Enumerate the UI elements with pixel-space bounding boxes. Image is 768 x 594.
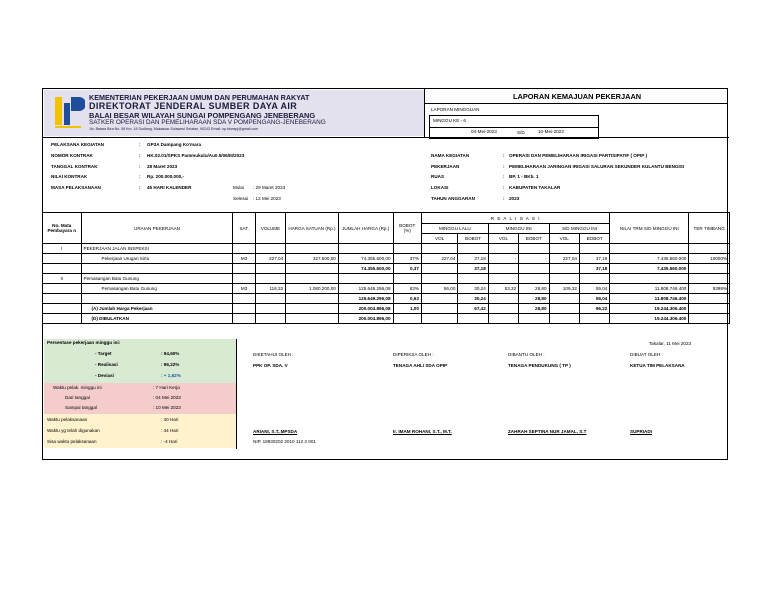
row-ini-bobot: 28,80 [519,284,549,294]
contract-label: TANGGAL KONTRAK [51,164,98,169]
table-row [43,284,730,294]
row-uraian: Pemasangan Batu Gunung [81,284,233,294]
contract-value: 45 HARI KALENDER [147,185,192,190]
row-lalu-vol [421,294,457,304]
colon: : [139,142,141,147]
progress-table [42,212,730,324]
row-lalu-vol [421,304,457,314]
row-sat: M3 [233,284,255,294]
address: Jln. Batara Bira No. 08 Km. 18 Sudiang, Makassar-Sulawesi Selatan, 90243 Email: op.bbwspj@gmail.com [89,127,259,131]
date-to: 10-Mei-2023 [538,129,564,134]
row-sd-bobot: 59,04 [579,284,609,294]
target-label: - Target [95,351,112,356]
row-bobot [393,244,421,254]
row-lalu-vol: 56,00 [421,284,457,294]
row-ini-bobot: 28,80 [519,294,549,304]
row-lalu-bobot [458,244,488,254]
row-sd-vol [549,314,579,324]
row-sd-bobot: 59,04 [579,294,609,304]
row-nilai: 19.244.306.400 [610,314,689,324]
row-ini-vol [488,314,518,324]
col-header-realisasi: R E A L I S A S I [421,213,609,224]
project-label: RUAS [431,174,445,179]
row-volume [255,304,285,314]
col-header-ter: TER TIMBANG [689,213,730,244]
row-ini-bobot: 28,80 [519,304,549,314]
row-volume [255,264,285,274]
row-sat [233,244,255,254]
row-uraian [81,294,233,304]
row-volume: 116,32 [255,284,285,294]
sisa-label: Sisa waktu pelaksanaan [47,439,97,444]
table-row [43,244,730,254]
row-ter: 10000% [689,254,730,264]
colon: : [139,174,141,179]
project-label: TAHUN ANGGARAN [431,196,475,201]
row-nilai: 11.808.746.400 [610,294,689,304]
col-header-volume: VOLUME [255,213,285,244]
row-ter [689,304,730,314]
row-harga [286,264,339,274]
col-header-bobot: BOBOT [458,234,488,244]
row-sd-vol [549,304,579,314]
row-nilai [610,244,689,254]
row-harga [286,244,339,254]
row-bobot: 0,63 [393,294,421,304]
sign-title: KETUA TIM PELAKSANA [630,363,685,368]
col-header-vol: VOL [488,234,518,244]
row-sd-vol [549,294,579,304]
col-header-uraian: URAIAN PEKERJAAN [81,213,233,244]
selesai-value: : 12 Mei 2023 [253,196,281,201]
mulai-label: Mulai [233,185,244,190]
row-sd-bobot [579,274,609,284]
colon: : [503,196,505,201]
week-label: MINGGU KE - 6 [433,118,466,123]
row-harga [286,304,339,314]
row-uraian: Pemasangan Batu Gunung [81,274,233,284]
project-value: 2023 [509,196,520,201]
row-no: I [43,244,82,254]
row-ini-vol [488,304,518,314]
row-sat: M3 [233,254,255,264]
pupr-logo-icon [53,93,85,131]
row-nilai: 7.435.560.000 [610,254,689,264]
row-bobot: 1,00 [393,304,421,314]
report-sheet [42,88,728,460]
sign-title: PPK OP. SDA. V [253,363,288,368]
row-sat [233,304,255,314]
col-header-bobot: BOBOT [579,234,609,244]
row-no [43,304,82,314]
row-no [43,284,82,294]
sign-role: DIBANTU OLEH : [508,352,545,357]
row-uraian: Pekerjaan Urugan Sirtu [81,254,233,264]
row-volume: 227,04 [255,254,285,264]
table-row [43,274,730,284]
row-jumlah: 125.649.296,08 [338,284,393,294]
sign-name: Ir. IMAM ROHANI, S.T., M.T. [393,429,452,434]
sign-role: DIBUAT OLEH : [630,352,663,357]
selesai-label: Selesai [233,196,249,201]
table-row [43,264,730,274]
target-value: : 94,60% [161,351,180,356]
row-ter [689,274,730,284]
colon: : [139,185,141,190]
mulai-value: : 29 Maret 2023 [253,185,286,190]
row-jumlah: 74.355.600,00 [338,254,393,264]
col-header-harga: HARGA SATUAN (Rp.) [286,213,339,244]
row-lalu-vol [421,244,457,254]
col-header-jumlah: JUMLAH HARGA (Rp.) [338,213,393,244]
col-header-ini: MINGGU INI [488,224,549,234]
row-ini-vol: - [488,254,518,264]
progress-box [44,339,236,383]
project-value: KABUPATEN TAKALAR [509,185,561,190]
table-body [43,244,730,324]
row-lalu-vol: 227,04 [421,254,457,264]
project-value: PEMELIHARAAN JARINGAN IRIGASI SALURAN SEKUNDER KULANTU BENGISI [509,164,685,169]
colon: : [503,153,505,158]
row-uraian: PEKERJAAN JALAN INSPEKSI [81,244,233,254]
row-no [43,314,82,324]
project-label: LOKASI [431,185,449,190]
row-ini-vol [488,244,518,254]
row-lalu-vol [421,264,457,274]
row-lalu-bobot: 37,18 [458,254,488,264]
row-sd-vol [549,264,579,274]
realisasi-label: - Realisasi [95,362,118,367]
deviasi-label: - Deviasi [95,373,114,378]
row-ini-vol [488,294,518,304]
row-nilai: 7.435.560.000 [610,264,689,274]
row-harga: 327.500,00 [286,254,339,264]
sampai-label: Sampai tanggal [65,405,97,410]
row-lalu-bobot [458,274,488,284]
row-ini-bobot [519,314,549,324]
col-header-vol: VOL [549,234,579,244]
satker-name: SATKER OPERASI DAN PEMELIHARAAN SDA V POMPENGANG-JENEBERANG [89,119,326,126]
dari-label: Dari tanggal [65,395,90,400]
sign-title: TENAGA AHLI SDA OPIP [393,363,448,368]
row-nilai: 19.244.306.400 [610,304,689,314]
table-row [43,314,730,324]
date-separator: S/D [517,130,525,135]
row-ter [689,244,730,254]
waktu-value: : 7 Hari Kerja [153,385,180,390]
row-sd-vol: 227,04 [549,254,579,264]
row-ter [689,314,730,324]
row-sat [233,314,255,324]
contract-label: PELAKSANA KEGIATAN [51,142,104,147]
row-nilai [610,274,689,284]
row-nilai: 11.808.746.400 [610,284,689,294]
colon: : [139,153,141,158]
col-header-lalu: MINGGU LALU [421,224,488,234]
row-no: II [43,274,82,284]
contract-value: GP3A Dampang Ko'mara [147,142,202,147]
row-bobot: 63% [393,284,421,294]
project-label: PEKERJAAN [431,164,460,169]
row-sd-bobot [579,314,609,324]
row-lalu-bobot: 30,24 [458,284,488,294]
report-type: LAPORAN MINGGUAN [431,107,480,112]
row-uraian: (A) Jumlah Harga Pekerjaan [81,304,233,314]
row-sat [233,294,255,304]
row-no [43,264,82,274]
row-bobot [393,274,421,284]
row-harga [286,314,339,324]
dari-value: : 04 Mei 2023 [153,395,181,400]
contract-label: NILAI KONTRAK [51,174,88,179]
pelaksanaan-label: Waktu pelaksanaan [47,417,88,422]
row-ini-vol [488,274,518,284]
row-no [43,254,82,264]
row-bobot: 0,37 [393,264,421,274]
digunakan-value: : 44 Hari [161,428,179,433]
col-header-vol: VOL [421,234,457,244]
colon: : [503,174,505,179]
row-sd-bobot [579,244,609,254]
col-header-sd: S/D MINGGU INI [549,224,610,234]
row-bobot: 37% [393,254,421,264]
row-lalu-bobot: 67,42 [458,304,488,314]
balai-name: BALAI BESAR WILAYAH SUNGAI POMPENGANG JENEBERANG [89,111,316,120]
row-lalu-bobot [458,314,488,324]
report-title: LAPORAN KEMAJUAN PEKERJAAN [513,92,642,101]
sign-name: ARIANI, S.T.,MPSDA [253,429,298,434]
row-ter: 9398% [689,284,730,294]
sign-name: SUPRIADI [630,429,652,434]
table-row [43,254,730,264]
row-jumlah [338,274,393,284]
row-ini-vol [488,264,518,274]
ministry-name: KEMENTERIAN PEKERJAAN UMUM DAN PERUMAHAN RAKYAT [89,93,310,102]
contract-label: NOMOR KONTRAK [51,153,93,158]
sisa-value: : -4 Hari [161,439,178,444]
row-ter [689,294,730,304]
row-ini-vol: 53,32 [488,284,518,294]
row-lalu-vol [421,314,457,324]
row-volume [255,314,285,324]
sign-role: DIPERIKSA OLEH : [393,352,434,357]
col-header-bobot: BOBOT (%) [393,213,421,244]
row-volume [255,244,285,254]
row-lalu-bobot: 37,18 [458,264,488,274]
row-sd-bobot: 37,18 [579,264,609,274]
project-value: OPERASI DAN PEMELIHARAAN IRIGASI PARTISIPATIF ( OPIP ) [509,153,647,158]
row-sat [233,264,255,274]
row-jumlah: 200.004.896,00 [338,314,393,324]
colon: : [503,164,505,169]
row-uraian: (D) DIBULATKAN [81,314,233,324]
digunakan-label: Waktu yg telah digunakan [47,428,100,433]
row-jumlah: 200.004.896,08 [338,304,393,314]
row-ini-bobot [519,264,549,274]
row-sd-vol [549,274,579,284]
progress-title: Persentase pekerjaan minggu ini: [47,340,121,345]
waktu-label: Waktu pelak. minggu ini [53,385,102,390]
row-volume [255,294,285,304]
row-sd-bobot: 96,22 [579,304,609,314]
row-harga [286,294,339,304]
row-sd-bobot: 37,18 [579,254,609,264]
contract-label: MASA PELAKSANAAN [51,185,101,190]
row-sat [233,274,255,284]
col-header-nilai: NILAI TRM S/D MINGGU INI [610,213,689,244]
col-header-no: No. Mata Pembayara n [43,213,82,244]
col-header-bobot: BOBOT [519,234,549,244]
row-ini-bobot [519,274,549,284]
row-no [43,294,82,304]
colon: : [503,185,505,190]
contract-value: 28 Maret 2023 [147,164,178,169]
row-uraian [81,264,233,274]
row-harga: 1.080.200,00 [286,284,339,294]
row-ter [689,264,730,274]
row-bobot [393,314,421,324]
row-lalu-bobot: 30,24 [458,294,488,304]
row-sd-vol: 109,32 [549,284,579,294]
contract-value: Rp. 200.000.000,- [147,174,185,179]
row-ini-bobot: - [519,254,549,264]
sign-role: DIKETAHUI OLEH : [253,352,294,357]
row-sd-vol [549,244,579,254]
table-row [43,294,730,304]
sign-nip: NIP. 19830202 2010 112 2 001 [253,439,316,444]
sign-name: ZAHRAH SEPTINA NUR JAMAL, S.T [508,429,587,434]
sign-title: TENAGA PENDUKUNG ( TP ) [508,363,571,368]
row-jumlah [338,244,393,254]
date-from: 04-Mei-2023 [471,129,497,134]
table-row [43,304,730,314]
row-jumlah: 74.355.600,00 [338,264,393,274]
pelaksanaan-value: : 40 Hari [161,417,179,422]
directorate-name: DIREKTORAT JENDERAL SUMBER DAYA AIR [89,101,298,111]
project-value: BP. 1 - BKb. 1 [509,174,539,179]
col-header-sat: SAT. [233,213,255,244]
row-ini-bobot [519,244,549,254]
row-volume [255,274,285,284]
sampai-value: : 10 Mei 2023 [153,405,181,410]
row-harga [286,274,339,284]
realisasi-value: : 96,22% [161,362,180,367]
contract-value: HK.02.01/SPKS Pammukulu/Au0.5/06/III/2023 [147,153,245,158]
place-date: Takalar, 11 Mei 2023 [649,341,692,346]
colon: : [139,164,141,169]
deviasi-value: : + 1,62% [161,373,181,378]
project-label: NAMA KEGIATAN [431,153,470,158]
row-lalu-vol [421,274,457,284]
row-jumlah: 125.649.296,08 [338,294,393,304]
